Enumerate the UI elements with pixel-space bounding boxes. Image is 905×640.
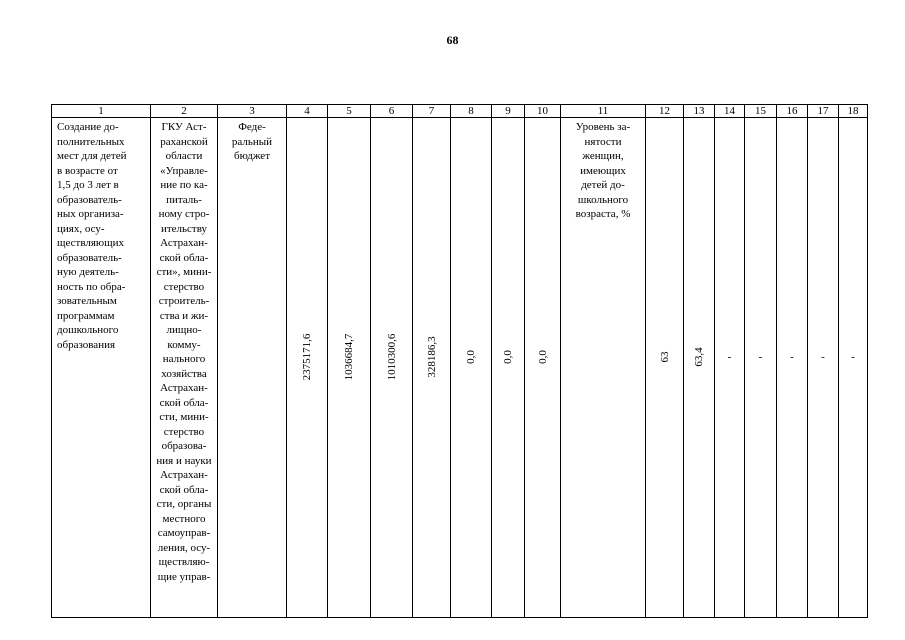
executor-cell — [151, 118, 218, 618]
col8-value: 0,0 — [464, 350, 477, 364]
col-header-14: 14 — [715, 105, 745, 118]
col15-cell — [745, 118, 777, 618]
col12-cell — [646, 118, 684, 618]
col-header-15: 15 — [745, 105, 777, 118]
col17-cell — [808, 118, 839, 618]
col13-cell — [684, 118, 715, 618]
col12-value: 63 — [658, 351, 671, 363]
col5-cell — [328, 118, 371, 618]
col15-value: - — [758, 351, 763, 363]
col-header-12: 12 — [646, 105, 684, 118]
col-header-4: 4 — [287, 105, 328, 118]
page-number: 68 — [446, 33, 459, 47]
col10-cell — [525, 118, 561, 618]
col17-value: - — [821, 351, 825, 363]
funding-source-text: Феде- ральный бюджет — [231, 121, 273, 162]
col13-value: 63,4 — [692, 347, 705, 367]
col-header-2: 2 — [151, 105, 218, 118]
col9-value: 0,0 — [501, 350, 514, 364]
col-header-13: 13 — [684, 105, 715, 118]
col7-value: 328186,3 — [425, 336, 438, 378]
col-header-3: 3 — [218, 105, 287, 118]
indicator-cell — [561, 118, 646, 618]
col6-value: 1010300,6 — [385, 333, 398, 381]
col-header-18: 18 — [839, 105, 868, 118]
col14-value: - — [727, 351, 732, 363]
col-header-17: 17 — [808, 105, 839, 118]
col18-value: - — [851, 351, 855, 363]
col8-cell — [451, 118, 492, 618]
funding-source-cell — [218, 118, 287, 618]
col-header-8: 8 — [451, 105, 492, 118]
col-header-10: 10 — [525, 105, 561, 118]
col10-value: 0,0 — [536, 350, 549, 364]
col7-cell — [413, 118, 451, 618]
col-header-1: 1 — [52, 105, 151, 118]
col-header-5: 5 — [328, 105, 371, 118]
indicator-text: Уровень за- нятости женщин, имеющих детей до- школьного возраста, % — [575, 121, 631, 220]
col-header-16: 16 — [777, 105, 808, 118]
col-header-6: 6 — [371, 105, 413, 118]
col-header-9: 9 — [492, 105, 525, 118]
col16-value: - — [790, 351, 794, 363]
col14-cell — [715, 118, 745, 618]
col5-value: 1036684,7 — [342, 333, 355, 381]
header-row — [52, 105, 868, 118]
total-value: 2375171,6 — [300, 333, 313, 381]
col18-cell — [839, 118, 868, 618]
col9-cell — [492, 118, 525, 618]
col-header-7: 7 — [413, 105, 451, 118]
measure-name-cell — [52, 118, 151, 618]
col6-cell — [371, 118, 413, 618]
col-header-11: 11 — [561, 105, 646, 118]
total-cell — [287, 118, 328, 618]
data-table — [51, 104, 868, 618]
measure-name-text: Создание до- полнительных мест для детей в возрасте от 1,5 до 3 лет в образователь- ных организа- циях, осу- ществляющих образователь- ную деятель- ность по обра- зовательным программам дошкольного образования — [57, 121, 127, 351]
col16-cell — [777, 118, 808, 618]
table-row — [52, 118, 868, 618]
executor-text: ГКУ Аст- раханской области «Управле- ние по ка- питаль- ному стро- ительству Астрахан- ской обла- сти», мини- стерство строитель- ства и жи- лищно- комму- нального хозяйства Астрахан- ской обла- сти, мини- стерство образова- ния и науки Астрахан- ской обла- сти, органы местного самоуправ- ления, осу- ществляю- щие управ- — [156, 121, 212, 583]
